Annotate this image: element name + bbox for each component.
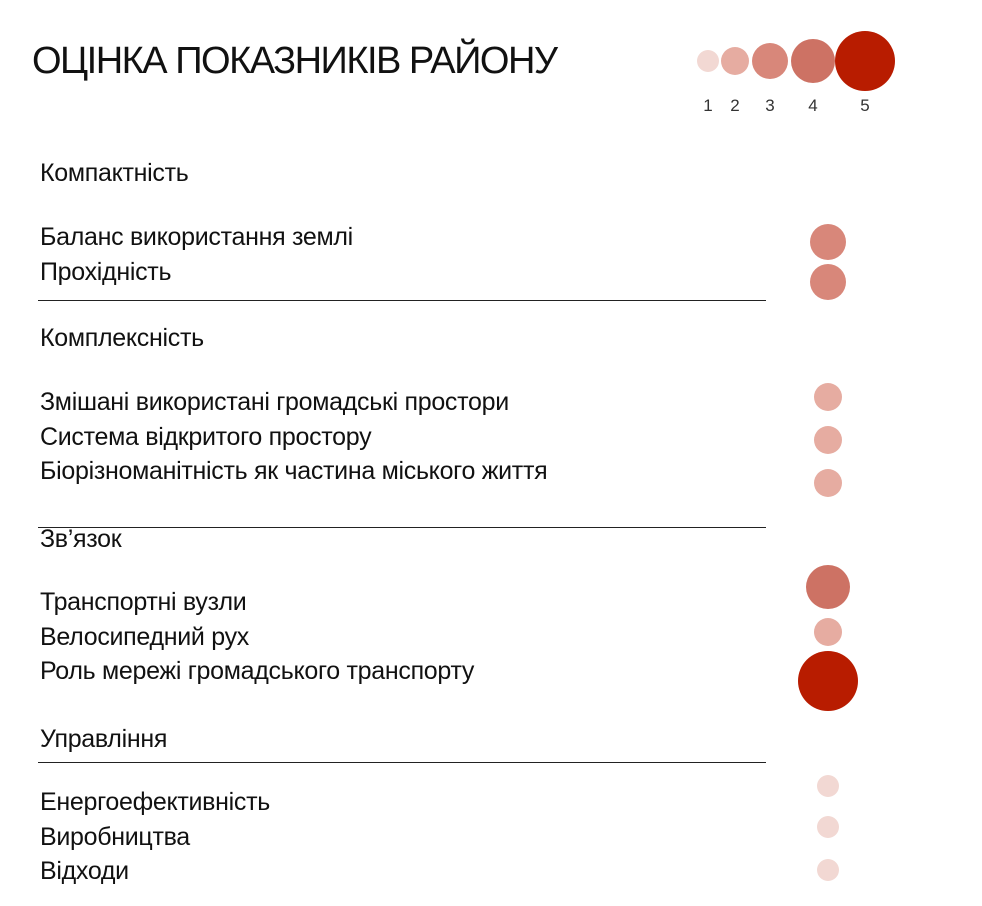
rating-dot	[817, 859, 839, 881]
legend-label-2: 2	[730, 96, 740, 115]
legend-dot-3	[752, 43, 788, 79]
item-label: Прохідність	[40, 257, 172, 286]
rating-dot	[810, 224, 846, 260]
legend-label-1: 1	[703, 96, 713, 115]
item-label: Система відкритого простору	[40, 422, 372, 451]
legend-label-5: 5	[860, 96, 870, 115]
rating-dot	[817, 816, 839, 838]
section-divider	[38, 300, 766, 301]
rating-dot	[817, 775, 839, 797]
group-header: Управління	[40, 725, 168, 753]
legend-label-4: 4	[808, 96, 818, 115]
item-label: Енергоефективність	[40, 788, 270, 816]
rating-dot	[814, 426, 842, 454]
item-label: Відходи	[40, 857, 129, 885]
rating-dot	[814, 618, 842, 646]
item-label: Змішані використані громадські простори	[40, 388, 509, 416]
group-header: Компактність	[40, 159, 189, 187]
item-label: Велосипедний рух	[40, 622, 249, 651]
rating-dot	[814, 469, 842, 497]
legend-dot-1	[697, 50, 719, 72]
group-header: Зв’язок	[40, 525, 122, 553]
item-label: Баланс використання землі	[40, 223, 353, 251]
rating-dot	[798, 651, 858, 711]
item-label: Виробництва	[40, 822, 190, 851]
legend-dot-5	[835, 31, 895, 91]
item-label: Біорізноманітність як частина міського життя	[40, 457, 548, 485]
item-label: Транспортні вузли	[40, 588, 247, 616]
legend-dot-4	[791, 39, 835, 83]
item-label: Роль мережі громадського транспорту	[40, 657, 475, 685]
section-divider	[38, 762, 766, 763]
section-divider	[38, 527, 766, 528]
page-title: ОЦІНКА ПОКАЗНИКІВ РАЙОНУ	[32, 40, 557, 82]
legend-label-3: 3	[765, 96, 775, 115]
legend-dot-2	[721, 47, 749, 75]
rating-dot	[810, 264, 846, 300]
rating-dot	[806, 565, 850, 609]
rating-dot	[814, 383, 842, 411]
group-header: Комплексність	[40, 324, 204, 352]
